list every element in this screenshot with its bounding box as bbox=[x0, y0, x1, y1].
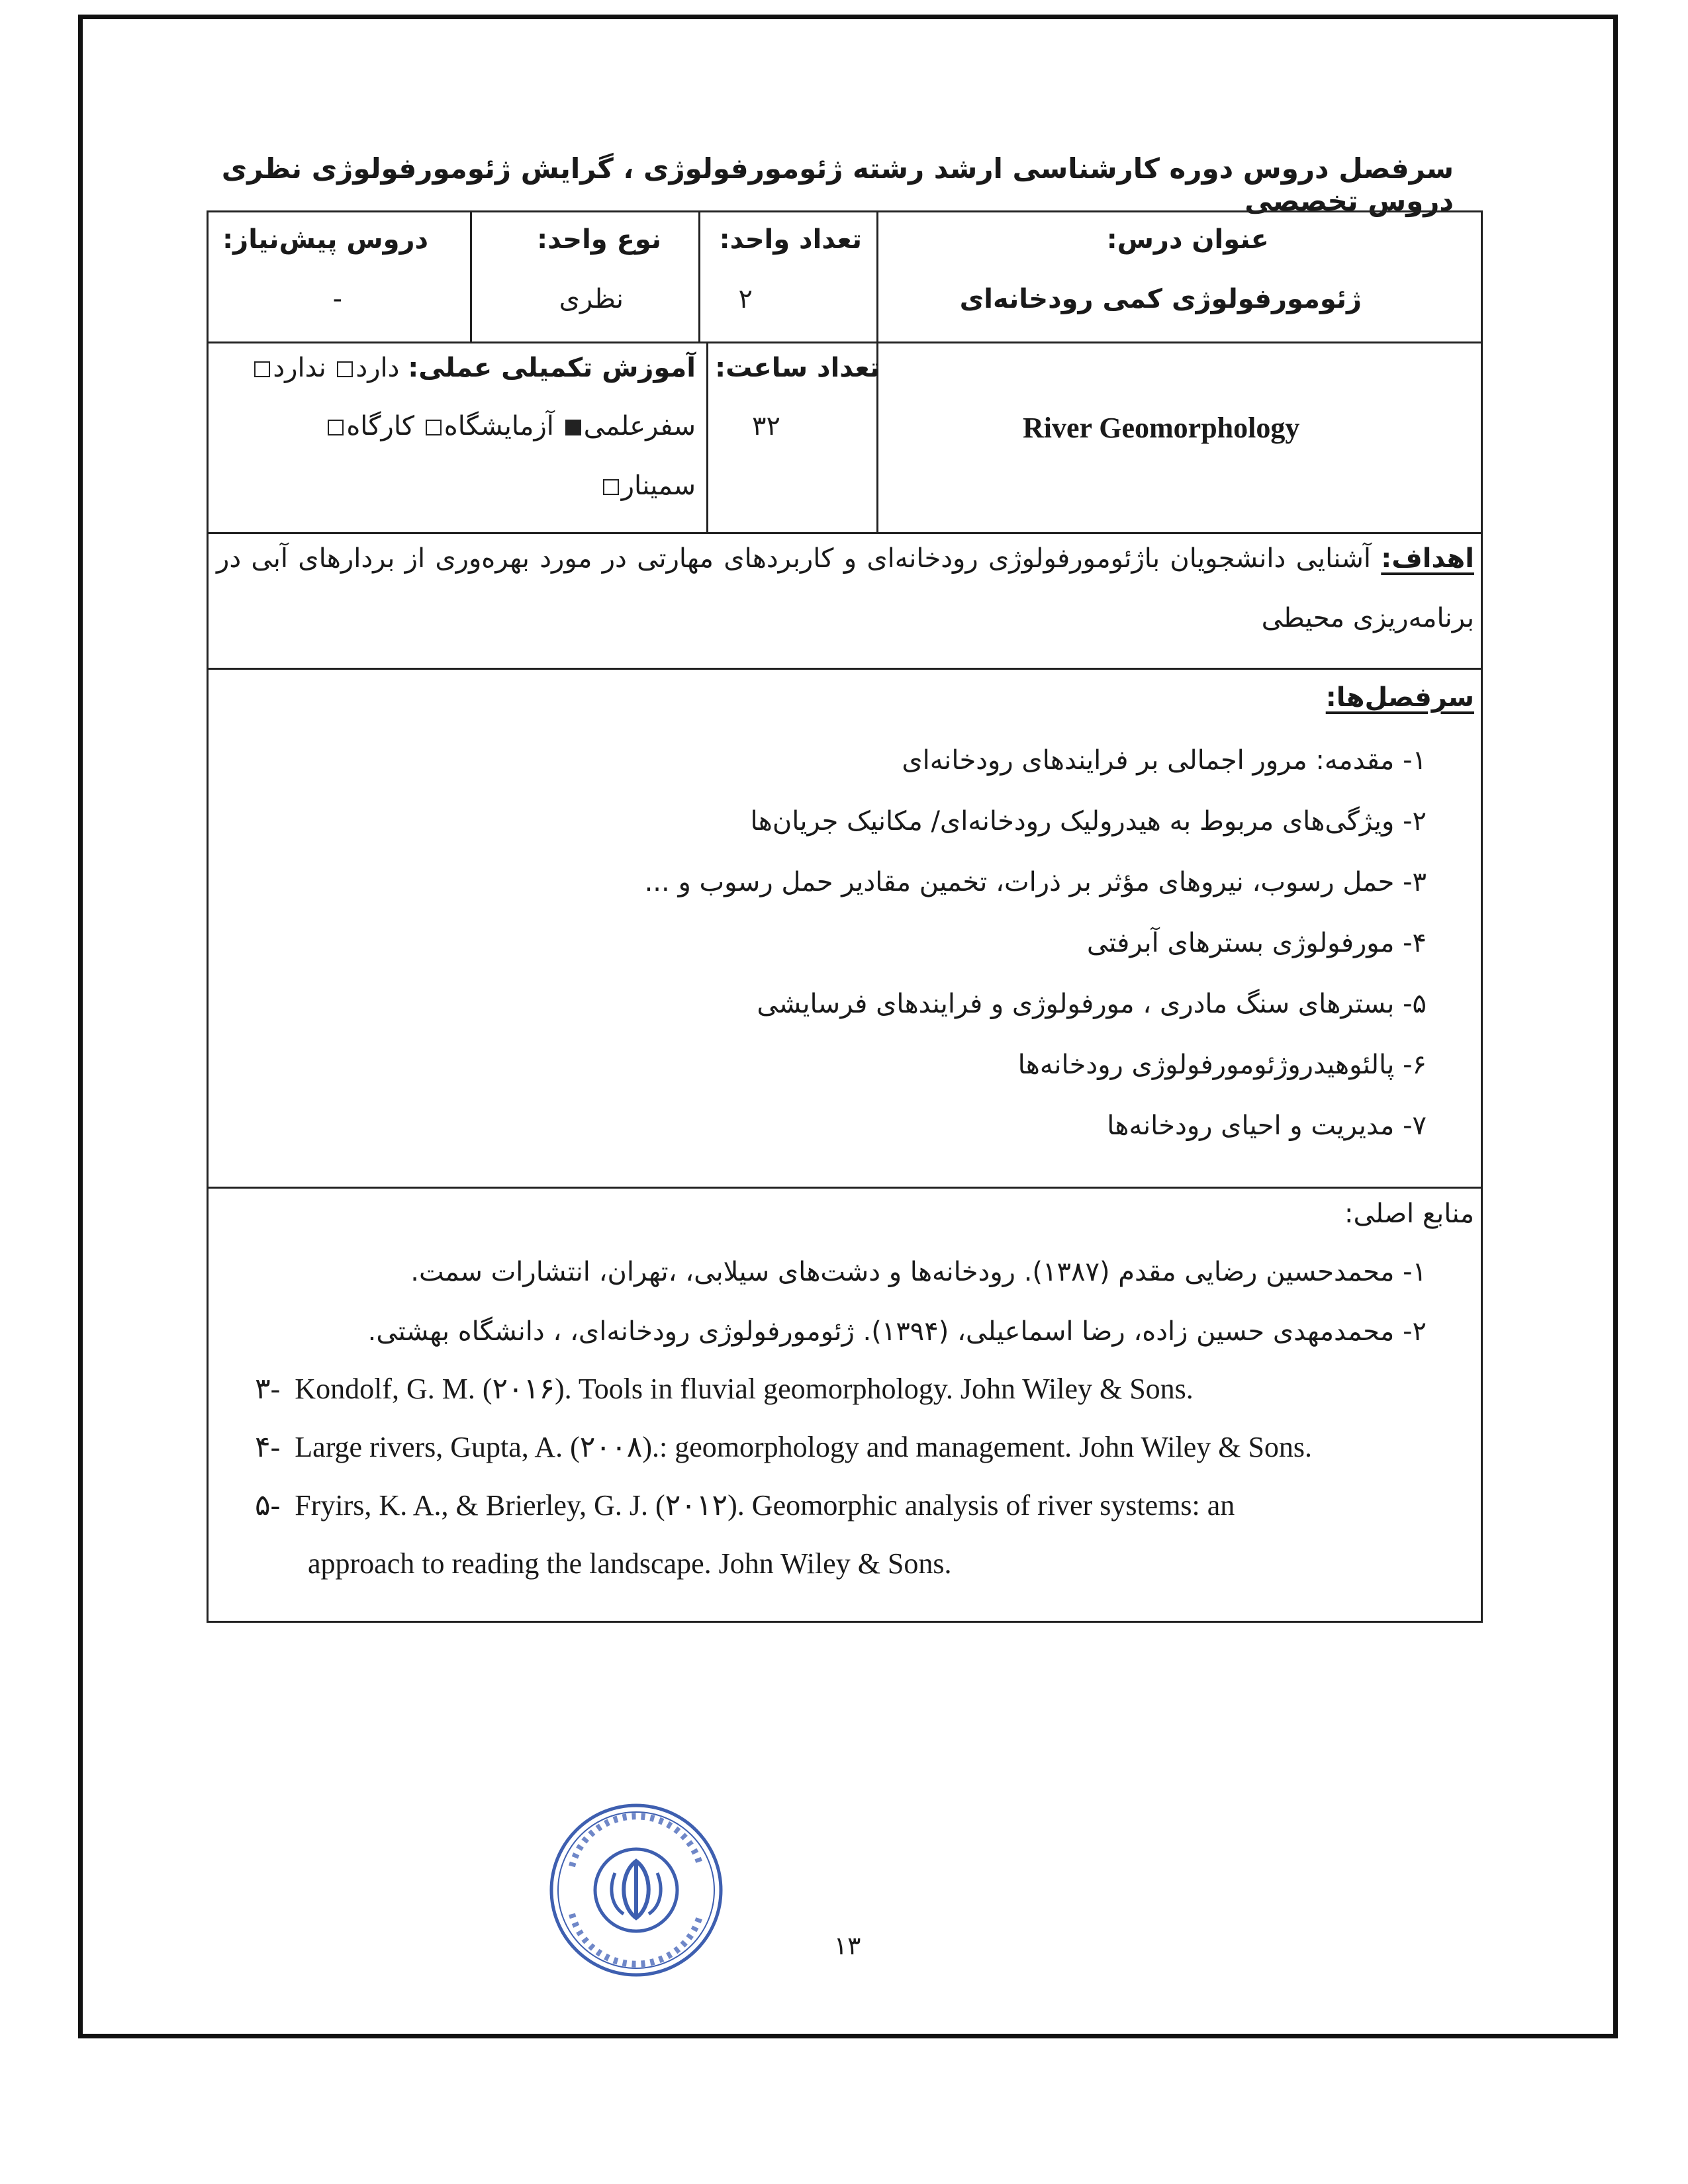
seminar-option: سمینار bbox=[600, 471, 696, 501]
prerequisites-label: دروس پیش‌نیاز: bbox=[222, 224, 428, 255]
page-number: ۱۳ bbox=[833, 1931, 861, 1960]
hours-value: ۳۲ bbox=[752, 411, 780, 441]
syllabus-item: ۱- مقدمه: مرور اجمالی بر فرایندهای رودخانه‌ای bbox=[902, 745, 1427, 776]
syllabus-label: سرفصل‌ها: bbox=[1325, 682, 1474, 713]
seminar-checkbox bbox=[603, 479, 619, 495]
practical-training-line bbox=[252, 353, 696, 383]
workshop-checkbox bbox=[328, 420, 344, 435]
row-divider bbox=[209, 341, 1481, 343]
course-info-table bbox=[207, 210, 1483, 1623]
official-seal-icon bbox=[545, 1800, 727, 1980]
reference-english bbox=[255, 1430, 1312, 1464]
practical-label: آموزش تکمیلی عملی: bbox=[408, 353, 696, 383]
units-label: تعداد واحد: bbox=[719, 224, 862, 255]
goals-text-1: آشنایی دانشجویان باژئومورفولوژی رودخانه‌ای و کاربردهای مهارتی در مورد بهره‌وری از بردارهای آبی در bbox=[216, 543, 1371, 574]
practical-types-line bbox=[325, 411, 696, 441]
has-not-checkbox bbox=[254, 361, 270, 377]
prerequisites-value: - bbox=[332, 284, 342, 314]
lab-option: آزمایشگاه bbox=[423, 411, 554, 441]
reference-persian: ۲- محمدمهدی حسین زاده، رضا اسماعیلی، (۱۳۹۴). ژئومورفولوژی رودخانه‌ای، ، دانشگاه بهشتی. bbox=[367, 1316, 1427, 1347]
field-trip-checkbox bbox=[565, 420, 581, 435]
reference-number: ۳- bbox=[255, 1373, 281, 1405]
reference-number: ۴- bbox=[255, 1431, 281, 1463]
page-title: سرفصل دروس دوره کارشناسی ارشد رشته ژئومورفولوژی ، گرایش ژئومورفولوژی نظری دروس تخصصی bbox=[221, 152, 1454, 217]
column-divider bbox=[706, 341, 708, 532]
column-divider bbox=[698, 212, 700, 341]
references-label: منابع اصلی: bbox=[1344, 1199, 1474, 1229]
goals-line-1 bbox=[216, 543, 1474, 574]
syllabus-item: ۳- حمل رسوب، نیروهای مؤثر بر ذرات، تخمین مقادیر حمل رسوب و ... bbox=[644, 867, 1427, 897]
reference-english bbox=[255, 1488, 1235, 1522]
field-trip-option: سفرعلمی bbox=[563, 411, 696, 441]
reference-number: ۵- bbox=[255, 1489, 281, 1522]
unit-type-value: نظری bbox=[559, 284, 624, 314]
syllabus-item: ۲- ویژگی‌های مربوط به هیدرولیک رودخانه‌ای/ مکانیک جریان‌ها bbox=[750, 806, 1427, 837]
goals-line-2: برنامه‌ریزی محیطی bbox=[1261, 603, 1474, 633]
reference-text: Kondolf, G. M. (۲۰۱۶). Tools in fluvial geomorphology. John Wiley & Sons. bbox=[295, 1373, 1194, 1405]
reference-persian: ۱- محمدحسین رضایی مقدم (۱۳۸۷). رودخانه‌ها و دشت‌های سیلابی، ،تهران، انتشارات سمت. bbox=[410, 1257, 1427, 1287]
column-divider bbox=[470, 212, 472, 341]
course-title-label: عنوان درس: bbox=[1106, 224, 1269, 255]
reference-text: Large rivers, Gupta, A. (۲۰۰۸).: geomorphology and management. John Wiley & Sons. bbox=[295, 1431, 1313, 1463]
reference-text: Fryirs, K. A., & Brierley, G. J. (۲۰۱۲). Geomorphic analysis of river systems: an bbox=[295, 1489, 1235, 1522]
hours-label: تعداد ساعت: bbox=[715, 353, 880, 383]
row-divider bbox=[209, 1187, 1481, 1189]
units-value: ۲ bbox=[738, 284, 753, 314]
reference-english bbox=[255, 1372, 1194, 1406]
syllabus-item: ۴- مورفولوژی بسترهای آبرفتی bbox=[1086, 928, 1427, 958]
reference-english-continuation: approach to reading the landscape. John Wiley & Sons. bbox=[308, 1547, 952, 1580]
has-option: دارد bbox=[334, 353, 399, 383]
has-checkbox bbox=[337, 361, 353, 377]
unit-type-label: نوع واحد: bbox=[537, 224, 661, 255]
row-divider bbox=[209, 668, 1481, 670]
course-english-title: River Geomorphology bbox=[1023, 412, 1300, 444]
goals-label: اهداف: bbox=[1381, 543, 1474, 574]
workshop-option: کارگاه bbox=[325, 411, 414, 441]
syllabus-item: ۶- پالئوهیدروژئومورفولوژی رودخانه‌ها bbox=[1017, 1050, 1427, 1080]
row-divider bbox=[209, 532, 1481, 534]
syllabus-item: ۵- بسترهای سنگ مادری ، مورفولوژی و فرایندهای فرسایشی bbox=[757, 989, 1427, 1019]
lab-checkbox bbox=[426, 420, 442, 435]
syllabus-item: ۷- مدیریت و احیای رودخانه‌ها bbox=[1107, 1111, 1427, 1141]
has-not-option: ندارد bbox=[252, 353, 326, 383]
course-title-value: ژئومورفولوژی کمی رودخانه‌ای bbox=[959, 284, 1362, 314]
